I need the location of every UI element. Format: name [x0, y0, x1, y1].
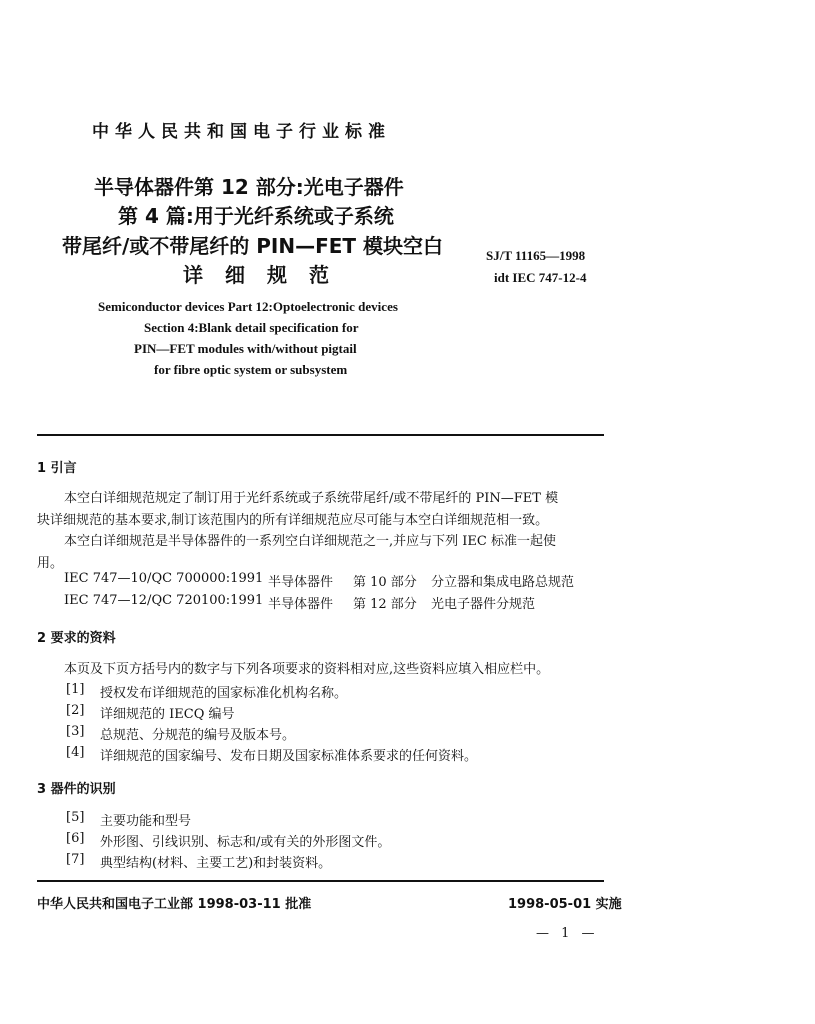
reference-2-code: IEC 747—12/QC 720100:1991: [64, 593, 264, 608]
effective-date: 1998-05-01 实施: [508, 897, 622, 912]
reference-2-part: 第 12 部分: [353, 597, 417, 612]
item-6-number: [6]: [66, 831, 85, 846]
english-title-line-1: Semiconductor devices Part 12:Optoelectronic devices: [98, 299, 398, 314]
item-3-number: [3]: [66, 724, 85, 739]
item-4-text: 详细规范的国家编号、发布日期及国家标准体系要求的任何资料。: [100, 749, 478, 764]
chinese-title-line-2: 第 4 篇:用于光纤系统或子系统: [118, 204, 394, 228]
item-3-text: 总规范、分规范的编号及版本号。: [100, 728, 296, 743]
header-divider: [37, 434, 604, 436]
section-2-intro: 本页及下页方括号内的数字与下列各项要求的资料相对应,这些资料应填入相应栏中。: [64, 662, 550, 677]
item-6-text: 外形图、引线识别、标志和/或有关的外形图文件。: [100, 835, 391, 850]
reference-2-category: 半导体器件: [268, 597, 334, 612]
page-number: — 1 —: [536, 926, 599, 941]
item-7-number: [7]: [66, 852, 85, 867]
chinese-title-line-3: 带尾纤/或不带尾纤的 PIN—FET 模块空白: [62, 234, 444, 258]
approval-statement: 中华人民共和国电子工业部 1998-03-11 批准: [37, 897, 312, 912]
section-2-heading: 2 要求的资料: [37, 631, 116, 646]
item-5-text: 主要功能和型号: [100, 814, 192, 829]
item-4-number: [4]: [66, 745, 85, 760]
item-7-text: 典型结构(材料、主要工艺)和封装资料。: [100, 856, 332, 871]
english-title-line-3: PIN—FET modules with/without pigtail: [134, 341, 357, 356]
item-2-text: 详细规范的 IECQ 编号: [100, 707, 235, 722]
chinese-title-line-1: 半导体器件第 12 部分:光电子器件: [94, 175, 404, 199]
section-1-paragraph-2-line-2: 用。: [37, 556, 64, 571]
item-2-number: [2]: [66, 703, 85, 718]
item-1-number: [1]: [66, 682, 85, 697]
english-title-line-2: Section 4:Blank detail specification for: [144, 320, 359, 335]
issuing-authority-title: 中华人民共和国电子行业标准: [92, 122, 391, 142]
reference-1-category: 半导体器件: [268, 575, 334, 590]
reference-2-title: 光电子器件分规范: [431, 597, 536, 612]
section-1-paragraph-1-line-2: 块详细规范的基本要求,制订该范围内的所有详细规范应尽可能与本空白详细规范相一致。: [37, 513, 549, 528]
item-5-number: [5]: [66, 810, 85, 825]
reference-1-code: IEC 747—10/QC 700000:1991: [64, 571, 264, 586]
identical-standard-reference: idt IEC 747-12-4: [494, 270, 587, 285]
reference-1-title: 分立器和集成电路总规范: [431, 575, 575, 590]
standard-number: SJ/T 11165—1998: [486, 248, 586, 263]
english-title-line-4: for fibre optic system or subsystem: [154, 362, 348, 377]
section-1-paragraph-2-line-1: 本空白详细规范是半导体器件的一系列空白详细规范之一,并应与下列 IEC 标准一起使: [64, 534, 556, 549]
section-1-paragraph-1-line-1: 本空白详细规范规定了制订用于光纤系统或子系统带尾纤/或不带尾纤的 PIN—FET 模: [64, 491, 559, 506]
section-1-heading: 1 引言: [37, 461, 77, 476]
reference-1-part: 第 10 部分: [353, 575, 417, 590]
footer-divider: [37, 880, 604, 882]
chinese-title-line-4: 详细规范: [183, 263, 351, 287]
section-3-heading: 3 器件的识别: [37, 782, 116, 797]
item-1-text: 授权发布详细规范的国家标准化机构名称。: [100, 686, 348, 701]
